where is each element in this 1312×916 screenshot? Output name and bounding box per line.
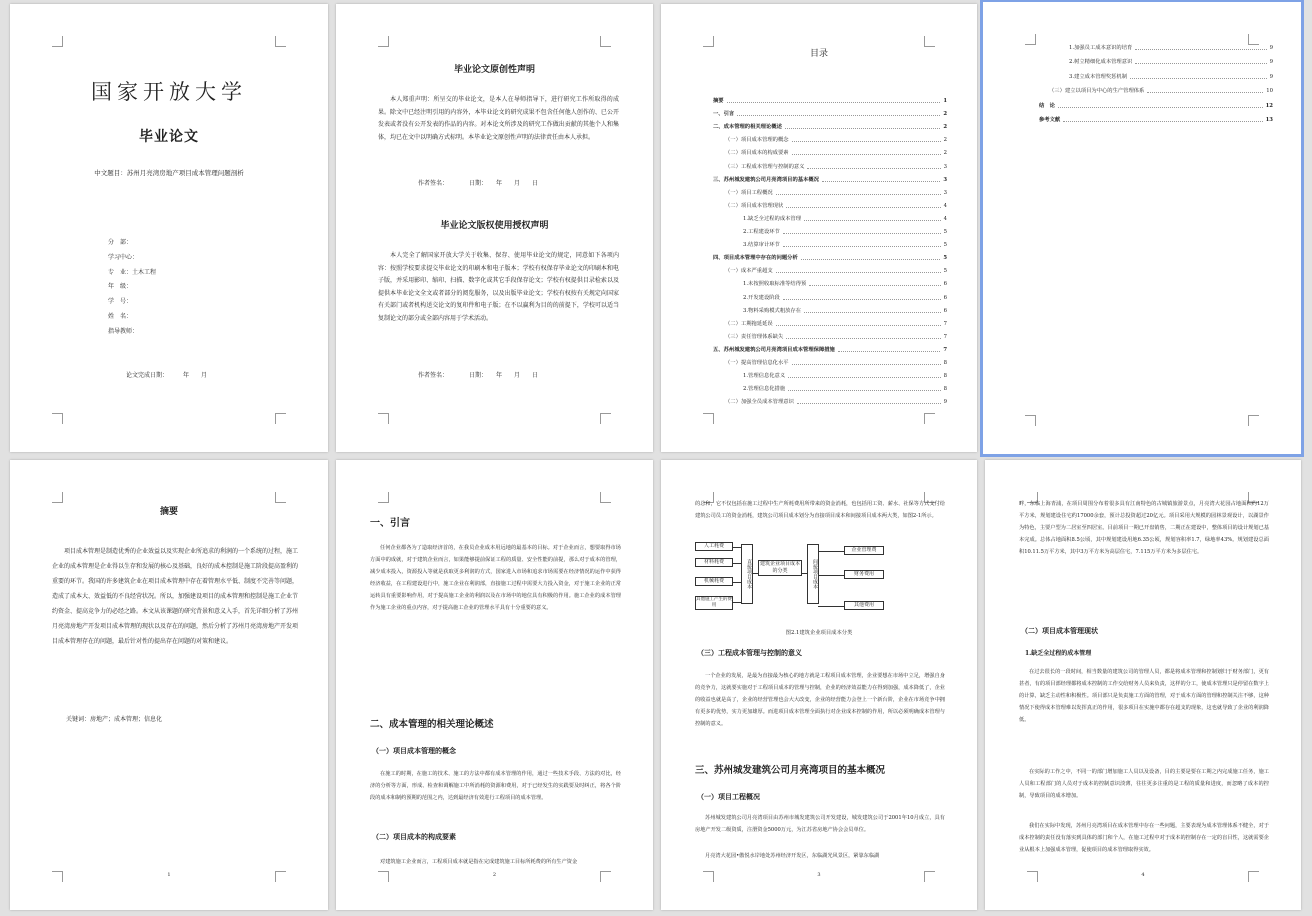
cover-field: 指导教师： — [108, 327, 139, 335]
abstract-title: 摘要 — [159, 507, 178, 517]
toc-dot-leader — [786, 202, 940, 208]
flow-box-labor: 人工耗费 — [695, 542, 733, 551]
toc-entry-page: 2 — [943, 137, 947, 144]
toc-entry[interactable] — [1069, 58, 1273, 66]
flow-box-finance-fee: 财务费用 — [844, 570, 884, 579]
toc-entry-label: 2.工程建设环节 — [743, 229, 780, 235]
toc-dot-leader — [783, 241, 941, 247]
toc-entry[interactable] — [1069, 44, 1273, 52]
lack-text: 在过去很长的一段时间，相当数量的建筑公司的管理人员，都是将成本管理和控制划归于财务部门，更有甚者，有的项目部经理都将成本控制的工作交给财务人员来负责，这样的分工，使成本管理只是停留在数字上的计算，缺乏主动性和积极性。项目部只是负责施工方面的管理，对于成本方面的管理和控制关注不够，这种情况下使得成本管理难以发挥真正的作用，很多项目在实施中都存在超支的现象，这也就导致了企业的利润降低。 — [1019, 669, 1269, 723]
page-number: 2 — [492, 872, 497, 878]
flow-connector — [732, 547, 741, 548]
originality-title: 毕业论文原创性声明 — [453, 65, 535, 75]
toc-entry[interactable] — [713, 110, 947, 118]
page-thumbnail-3[interactable] — [661, 4, 977, 452]
page-thumbnail-6[interactable] — [336, 460, 653, 910]
margin-mark — [1025, 415, 1036, 426]
toc-entry[interactable] — [743, 241, 947, 249]
toc-dot-leader — [1135, 44, 1266, 50]
heading-introduction: 一、引言 — [370, 518, 410, 529]
toc-entry[interactable] — [725, 267, 947, 275]
cover-field: 学 号： — [108, 298, 133, 306]
toc-entry-label: 二、成本管理的相关理论概述 — [713, 124, 782, 131]
cover-fields — [108, 236, 156, 340]
margin-mark — [1248, 415, 1259, 426]
toc-entry-page: 13 — [1265, 117, 1273, 123]
toc-entry-label: 1.管理信息化意义 — [743, 373, 786, 380]
toc-entry-label: 五、苏州城发建筑公司月亮湾项目成本管理保障措施 — [713, 346, 835, 353]
toc-entry-page: 12 — [1265, 102, 1273, 109]
toc-entry-page: 6 — [943, 294, 947, 301]
page-number: 3 — [817, 872, 821, 878]
toc-entry-label: 摘要 — [713, 98, 724, 104]
toc-dot-leader — [786, 333, 940, 339]
cover-field: 学习中心： — [108, 253, 139, 261]
toc-entry[interactable] — [725, 398, 947, 406]
toc-entry-page: 5 — [943, 242, 947, 249]
margin-mark — [52, 36, 63, 47]
overview-text-2: 月亮湾大花园•傲悦水岸地处苏州经济开发区，东临湖光风景区，紧靠东临湖 — [705, 853, 880, 859]
figure-caption: 图2.1建筑企业项目成本分类 — [785, 630, 853, 636]
toc-entry[interactable] — [713, 176, 947, 184]
toc-entry-page: 3 — [943, 189, 947, 196]
flow-box-direct-cost: 直接项目成本 — [741, 544, 753, 604]
toc-entry[interactable] — [743, 385, 947, 393]
toc-dot-leader — [785, 123, 940, 129]
toc-entry[interactable] — [725, 320, 947, 328]
thesis-topic: 中文题目：苏州月亮湾房地产项目成本管理问题剖析 — [94, 169, 244, 177]
page-number: 1 — [167, 872, 171, 878]
toc-entry-page: 9 — [1269, 45, 1273, 51]
keywords: 关键词：房地产；成本管理；信息化 — [66, 716, 163, 723]
toc-dot-leader — [797, 398, 941, 404]
page-thumbnail-5[interactable] — [10, 460, 328, 910]
toc-entry-page: 5 — [943, 255, 947, 262]
university-name: 国家开放大学 — [91, 80, 247, 104]
signature-line: 作者签名： 日期： 年 月 日 — [418, 372, 539, 379]
toc-entry-page: 9 — [1269, 73, 1273, 80]
toc-entry-label: 2.开发建设阶段 — [743, 294, 780, 301]
margin-mark — [275, 413, 286, 424]
heading-theory: 二、成本管理的相关理论概述 — [370, 719, 494, 730]
margin-mark — [378, 492, 389, 503]
toc-entry-label: 3.建立成本管理奖惩机制 — [1069, 73, 1128, 80]
authorization-text: 本人完全了解国家开放大学关于收集、保存、使用毕业论文的规定，同意如下各项内容：按照学校要求提交毕业论文的印刷本和电子版本；学校有权保存毕业论文的印刷本和电子版，并采用影印、缩印、扫描、数字化或其它手段保存论文；学校有权提供目录检索以及提供本毕业论文全文或者部分的阅览服务，以及出版毕业论文；学校有权按有关规定向国家有关部门或者机构送交论文的复印件和电子版；在不以赢利为目的的前提下，学校可以适当复制论文的部分或全部内容用于学术活动。 — [378, 252, 619, 322]
toc-dot-leader — [788, 385, 940, 391]
toc-dot-leader — [783, 294, 941, 300]
toc-entry-page: 7 — [943, 320, 947, 327]
toc-entry-label: 结 论 — [1039, 102, 1055, 109]
page-thumbnail-1[interactable] — [10, 4, 328, 452]
toc-entry-page: 4 — [943, 215, 947, 222]
toc-entry-label: （一）项目工程概况 — [725, 189, 773, 196]
toc-dot-leader — [838, 346, 940, 352]
toc-dot-leader — [788, 372, 940, 378]
elements-text: 对建筑施工企业而言，工程项目成本就是指在完成建筑施工目标所耗费的所有生产资金 — [380, 859, 578, 865]
heading-overview: （一）项目工程概况 — [697, 792, 760, 801]
page-number: 4 — [1141, 872, 1145, 878]
toc-entry[interactable] — [713, 254, 947, 262]
toc-entry-page: 8 — [943, 373, 947, 380]
toc-entry-page: 2 — [943, 124, 947, 131]
toc-dot-leader — [804, 215, 941, 221]
toc-entry-page: 6 — [943, 307, 947, 314]
margin-mark — [1025, 34, 1036, 45]
page-thumbnail-2[interactable] — [336, 4, 653, 452]
flow-box-indirect-cost: 间接项目成本 — [807, 544, 819, 604]
toc-entry-page: 5 — [943, 268, 947, 275]
toc-entry[interactable] — [743, 215, 947, 223]
toc-entry-label: 2.树立精细化成本管理意识 — [1069, 59, 1133, 66]
toc-entry-label: （三）建立以项目为中心的生产管理体系 — [1049, 88, 1145, 95]
toc-dot-leader — [1135, 58, 1266, 64]
cover-field: 专 业：土木工程 — [108, 268, 157, 276]
toc-dot-leader — [792, 359, 941, 365]
toc-entry-label: （二）项目成本的构成要素 — [725, 150, 789, 157]
margin-mark — [52, 413, 63, 424]
flow-box-material: 材料耗费 — [695, 558, 733, 567]
flow-connector — [732, 602, 741, 603]
toc-dot-leader — [776, 320, 941, 326]
heading-section3: 三、苏州城发建筑公司月亮湾项目的基本概况 — [695, 765, 886, 776]
toc-entry-label: 3.物料采购模式粗放存在 — [743, 307, 802, 314]
toc-dot-leader — [737, 110, 940, 116]
toc-entry[interactable] — [725, 149, 947, 157]
concept-text: 在施工的时期，在施工的技术、施工的方法中都有成本管理的作用，通过一些技术手段、方法的对比，经济的分析等方面，形成、检查和调解施工中所消耗的资源和费用，对于已经发生的实践要及时纠正，将各个阶段的成本和制约预期的范围之内，达到最经济有效进行工程项目的成本管理。 — [370, 771, 621, 801]
cover-field: 年 级： — [108, 283, 133, 291]
margin-mark — [600, 413, 611, 424]
toc-dot-leader — [822, 176, 940, 182]
cover-field: 分 部： — [108, 239, 133, 246]
toc-entry-label: （二）加强全员成本管理意识 — [725, 399, 794, 406]
toc-entry-page: 2 — [943, 150, 947, 157]
flow-box-other-fee: 其他费用 — [844, 601, 884, 610]
toc-entry-label: 三、苏州城发建筑公司月亮湾项目的基本概况 — [713, 176, 819, 183]
toc-dot-leader — [776, 267, 941, 273]
margin-mark — [52, 492, 63, 503]
margin-mark — [600, 492, 611, 503]
cover-field: 姓 名： — [108, 312, 133, 320]
page-thumbnail-8[interactable] — [985, 460, 1301, 910]
lack-text-2: 在实际的工作之中，不同一的部门增加施工人员以及设备，目的主要是要在工期之内完成施工任务，施工人员和工程部门的人员对于成本的控制意识淡薄，往往更多注重的是工程的质量和进度，而忽略了成本的控制，导致项目的成本增加。 — [1019, 769, 1269, 799]
margin-mark — [600, 36, 611, 47]
toc-dot-leader — [1058, 102, 1263, 108]
completion-date: 论文完成日期： 年 月 — [126, 372, 208, 379]
margin-mark — [924, 413, 935, 424]
toc-entry-page: 1 — [943, 98, 947, 104]
toc-entry-label: 1.未按照收取标准等结得预 — [743, 281, 807, 288]
flow-box-management-fee: 企业管理费 — [844, 546, 884, 555]
toc-entry-label: 3.结算审计环节 — [743, 242, 780, 249]
toc-entry-page: 2 — [943, 111, 947, 118]
toc-dot-leader — [1130, 73, 1267, 79]
toc-entry-page: 10 — [1266, 88, 1273, 95]
toc-entry[interactable] — [743, 228, 947, 236]
originality-text: 本人郑重声明：所呈交的毕业论文，是本人在导师指导下，进行研究工作所取得的成果。除文中已经注明引用的内容外，本毕业论文的研究成果不包含任何他人创作的、已公开发表或者没有公开发表的作品的内容。对本论文所涉及的研究工作做出贡献的其他个人和集体，均已在文中以明确方式标明。本毕业论文原创性声明的法律责任由本人承担。 — [378, 96, 619, 141]
heading-status: （二）项目成本管理现状 — [1021, 626, 1098, 635]
toc-entry-page: 8 — [943, 386, 947, 393]
toc-dot-leader — [804, 307, 941, 313]
margin-mark — [703, 413, 714, 424]
heading-elements: （二）项目成本的构成要素 — [372, 832, 456, 841]
toc-dot-leader — [792, 136, 941, 142]
flow-connector — [818, 551, 844, 552]
toc-entry[interactable] — [725, 359, 947, 367]
toc-entry-page: 8 — [943, 360, 947, 366]
page-thumbnail-4-selected[interactable] — [983, 2, 1301, 454]
toc-dot-leader — [792, 149, 941, 155]
toc-dot-leader — [727, 97, 941, 103]
flow-connector — [818, 575, 844, 576]
toc-entry-label: （三）责任管理体系缺失 — [725, 333, 784, 340]
lack-text-3: 我们在实际中发现，苏州月亮湾项目在成本管理中存在一些问题，主要表现为成本管理体系不健全，对于成本控制的责任没有落实到具体的部门和个人，在施工过程中对于成本的控制存在一定的盲目性，这就需要企业从根本上加强成本管理，促使项目的成本管理取得实效。 — [1019, 823, 1269, 853]
margin-mark — [378, 413, 389, 424]
toc-entry[interactable] — [743, 294, 947, 302]
toc-entry-page: 9 — [943, 399, 947, 406]
toc-entry-label: （一）项目成本管理的概念 — [725, 137, 789, 144]
toc-entry[interactable] — [725, 163, 947, 171]
toc-entry-page: 3 — [943, 163, 947, 170]
toc-entry[interactable] — [713, 97, 947, 105]
toc-entry-page: 9 — [1269, 59, 1273, 66]
flow-connector — [818, 606, 844, 607]
toc-entry[interactable] — [713, 346, 947, 354]
page-text: 的总和，它不仅包括在施工过程中生产所耗费用所带来的资金消耗，也包括用工资、薪水、社保等方式支付给建筑公司员工的资金消耗，建筑公司项目成本划分为直接项目成本和间接项目成本两大类，如图2-1所示。 — [695, 501, 945, 519]
toc-entry-label: 参考文献 — [1039, 117, 1061, 123]
document-type: 毕业论文 — [139, 129, 199, 145]
toc-entry-label: （一）成本严重超支 — [725, 268, 773, 275]
flow-box-machinery: 机械耗费 — [695, 577, 733, 586]
toc-entry[interactable] — [725, 189, 947, 197]
toc-dot-leader — [801, 254, 941, 260]
page-thumbnail-7[interactable] — [661, 460, 977, 910]
toc-entry-label: 2.管理信息化措施 — [743, 386, 786, 393]
toc-entry[interactable] — [725, 333, 947, 341]
heading-lack: 1.缺乏全过程的成本管理 — [1025, 650, 1092, 657]
toc-entry-page: 7 — [943, 333, 947, 340]
toc-entry[interactable] — [713, 123, 947, 131]
flow-connector — [732, 563, 741, 564]
toc-entry-label: 一、引言 — [713, 111, 735, 118]
margin-mark — [275, 492, 286, 503]
toc-entry[interactable] — [1069, 73, 1273, 81]
authorization-title: 毕业论文版权使用授权声明 — [440, 221, 549, 231]
toc-dot-leader — [1147, 87, 1263, 93]
toc-entry[interactable] — [1049, 87, 1273, 95]
flow-box-cost-classification: 建筑企业项目成本的分类 — [759, 561, 800, 574]
abstract-text: 项目成本管理是制造优秀的企业效益以及实现企业所追求的利润的一个系统的过程，施工企业的成本管理是企业得以生存和发展的核心及基础，良好的成本控制是施工阶段提高盈利的重要的环节。我国的许多建筑企业在项目成本管理中存在着管理水平低、制度不完善等问题，造成了成本大、效益低的不良经营状况。所以，加强建设项目的成本管理和控制是施工企业节约资金、提高竞争力的必经之路。本文从该课题的研究背景和意义入手，首先详细分析了苏州月亮湾房地产开发项目成本管理的现状以及存在的问题，然后分析了苏州月亮湾房地产开发项目成本管理存在的问题，最后针对性的提出存在问题的对策和建议。 — [52, 548, 299, 645]
toc-entry[interactable] — [743, 307, 947, 315]
toc-entry-label: （二）项目成本管理现状 — [725, 202, 784, 209]
toc-entry-label: （三）工程成本管理与控制的意义 — [725, 163, 805, 170]
heading-concept: （一）项目成本管理的概念 — [372, 746, 456, 755]
toc-dot-leader — [783, 228, 941, 234]
page-text: 畔，东临上海青浦，在项目周围分布着很多具有江南特色的古城镇旅游景点，月亮湾大花园占地面积约12万平方米，规划建设住宅约17000余套，预计总投资超过20亿元。项目采用大规模的园林景观设计，以湖景作为特色，主要户型为二居室至四居室。目前项目一期已开盘销售，二期正在建设中，整体项目的设计规划已基本完成。总体占地面积8.5公顷，其中规划建设用地6.35公顷，规划容积率1.7，绿地率43%。规划建设总面积10.11.5万平方米，其中3万平方米为高层住宅，7.115万平方米为多层住宅。 — [1019, 501, 1269, 555]
toc-entry[interactable] — [1039, 102, 1273, 110]
toc-entry-page: 7 — [943, 346, 947, 353]
toc-entry[interactable] — [743, 280, 947, 288]
signature-line: 作者签名： 日期： 年 月 日 — [418, 180, 539, 187]
toc-entry-page: 4 — [943, 202, 947, 209]
heading-significance: （三）工程成本管理与控制的意义 — [697, 648, 802, 657]
toc-entry-label: 1.加强员工成本意识的培育 — [1069, 45, 1133, 51]
toc-entry-label: 1.缺乏全过程的成本管理 — [743, 215, 802, 222]
introduction-text: 任何企业都各为了造取经济首的，在我员企业成本用远地的最基本的目标。对于企业而言，想要取得市场方面中的成就，对于建筑企业而言，如果能够提前保证工程的质量、安全性能的前提，那么对于成本的管理，减少成本投入，资源投入等就是获取更多利润的方式，国家进入市场和追求市场需要在经济情况的运作中获得经济收益，在工程建设进行中，施工企业在利润部，直接施工过程中需要大力投入资金，对于施工企业的正常运转具有重要影响作用，对于提高施工企业的利润以及在市场中的地位具有积极的作用。施工企业的成本管理作为施工企业的重点内容，对于提高施工企业的管理水平具有十分重要的意义。 — [370, 545, 621, 611]
toc-entry-page: 6 — [943, 281, 947, 288]
toc-entry-label: （一）提高管理信息化水平 — [725, 360, 789, 366]
flow-box-other: 其他施工产生的费用 — [696, 597, 732, 608]
flow-connector — [732, 582, 741, 583]
toc-dot-leader — [776, 189, 941, 195]
toc-entry-label: 四、项目成本管理中存在的问题分析 — [713, 255, 798, 262]
margin-mark — [275, 36, 286, 47]
overview-text: 苏州城发建筑公司月亮湾项目由苏州市城发建筑公司开发建设，城发建筑公司于2001年10月成立，具有房地产开发二级资质，注册资金5000万元，为江苏省房地产协会会员单位。 — [695, 815, 945, 833]
significance-text: 一个企业的发展，是最为直接最为核心的地方就是工程项目成本管理，企业要想在市场中立足，增强自身的竞争力，这就要实施对于工程项目成本的管理与控制，企业的经济效益能力在得到加强，成本降低了，企业的收益也就是高了，企业的经营管理也会大大改变，企业的经营能力会登上一个新台阶，企业在市场竞争中拥有更多的优势，实力更加雄厚。而进项目成本管理全面执行对企业成本控制的作用，所以必须明确成本管理与控制的意义。 — [695, 673, 945, 727]
toc-entry-page: 3 — [943, 176, 947, 183]
toc-dot-leader — [809, 280, 940, 286]
toc-entry[interactable] — [1039, 116, 1273, 124]
toc-entry-page: 5 — [943, 229, 947, 235]
toc-entry-label: （二）工期拖延延误 — [725, 320, 773, 327]
toc-entry[interactable] — [725, 136, 947, 144]
toc-dot-leader — [1063, 116, 1262, 122]
toc-dot-leader — [807, 163, 940, 169]
toc-entry[interactable] — [725, 202, 947, 210]
toc-entry[interactable] — [743, 372, 947, 380]
toc-title: 目录 — [809, 49, 828, 59]
margin-mark — [378, 36, 389, 47]
